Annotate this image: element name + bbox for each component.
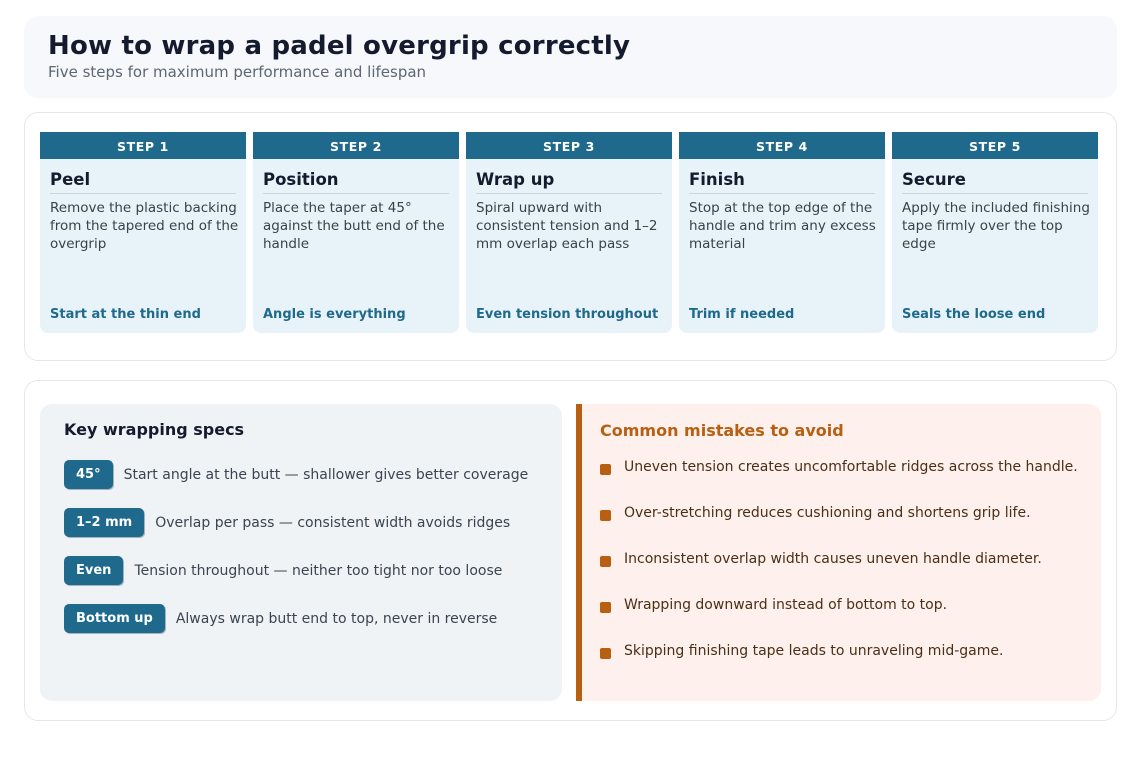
mistake-item <box>600 505 1031 521</box>
step-label: STEP 5 <box>892 132 1098 159</box>
step-card-5 <box>892 132 1098 333</box>
mistake-item <box>600 597 947 613</box>
spec-row <box>64 460 528 489</box>
spec-value-badge: 1–2 mm <box>64 508 144 537</box>
spec-row <box>64 508 510 537</box>
steps-panel <box>24 112 1117 361</box>
bullet-square-icon <box>600 464 611 475</box>
spec-value-badge: Even <box>64 556 123 585</box>
spec-row <box>64 604 497 633</box>
mistake-text: Inconsistent overlap width causes uneven handle diameter. <box>624 551 1042 567</box>
mistake-item <box>600 459 1078 475</box>
spec-value-badge: Bottom up <box>64 604 165 633</box>
page-title: How to wrap a padel overgrip correctly <box>48 31 631 61</box>
step-tip: Seals the loose end <box>902 307 1046 322</box>
mistake-text: Wrapping downward instead of bottom to top. <box>624 597 948 613</box>
mistake-text: Skipping finishing tape leads to unraveling mid-game. <box>624 643 1004 659</box>
bullet-square-icon <box>600 510 611 521</box>
spec-description: Tension throughout — neither too tight nor too loose <box>134 562 503 579</box>
step-title: Wrap up <box>476 170 662 194</box>
spec-value-badge: 45° <box>64 460 113 489</box>
step-title: Position <box>263 170 449 194</box>
bottom-panel <box>24 380 1117 721</box>
step-label: STEP 3 <box>466 132 672 159</box>
bullet-square-icon <box>600 648 611 659</box>
step-label: STEP 1 <box>40 132 246 159</box>
step-description: Spiral upward with consistent tension and 1–2 mm overlap each pass <box>476 200 658 252</box>
step-title: Peel <box>50 170 236 194</box>
step-title: Secure <box>902 170 1088 194</box>
page-subtitle: Five steps for maximum performance and lifespan <box>48 63 427 81</box>
step-card-2 <box>253 132 459 333</box>
mistakes-heading: Common mistakes to avoid <box>600 421 844 440</box>
step-title: Finish <box>689 170 875 194</box>
step-description: Stop at the top edge of the handle and trim any excess material <box>689 200 876 252</box>
step-card-3 <box>466 132 672 333</box>
mistake-item <box>600 643 1003 659</box>
step-tip: Even tension throughout <box>476 307 659 322</box>
specs-panel <box>40 404 562 701</box>
step-description: Apply the included finishing tape firmly over the top edge <box>902 200 1090 252</box>
mistake-text: Uneven tension creates uncomfortable ridges across the handle. <box>624 459 1078 475</box>
specs-heading: Key wrapping specs <box>64 420 245 439</box>
spec-description: Overlap per pass — consistent width avoids ridges <box>155 514 511 531</box>
page-header <box>24 16 1117 98</box>
step-tip: Trim if needed <box>689 307 795 322</box>
step-description: Remove the plastic backing from the tapered end of the overgrip <box>50 200 239 252</box>
step-label: STEP 2 <box>253 132 459 159</box>
spec-row <box>64 556 502 585</box>
spec-description: Always wrap butt end to top, never in reverse <box>175 610 498 627</box>
step-tip: Angle is everything <box>263 307 406 322</box>
step-tip: Start at the thin end <box>50 307 201 322</box>
mistake-item <box>600 551 1042 567</box>
step-card-1 <box>40 132 246 333</box>
step-label: STEP 4 <box>679 132 885 159</box>
bullet-square-icon <box>600 556 611 567</box>
mistakes-panel <box>576 404 1101 701</box>
spec-description: Start angle at the butt — shallower gives better coverage <box>123 466 529 483</box>
step-description: Place the taper at 45° against the butt end of the handle <box>263 200 445 252</box>
bullet-square-icon <box>600 602 611 613</box>
step-card-4 <box>679 132 885 333</box>
mistake-text: Over-stretching reduces cushioning and shortens grip life. <box>624 505 1031 521</box>
